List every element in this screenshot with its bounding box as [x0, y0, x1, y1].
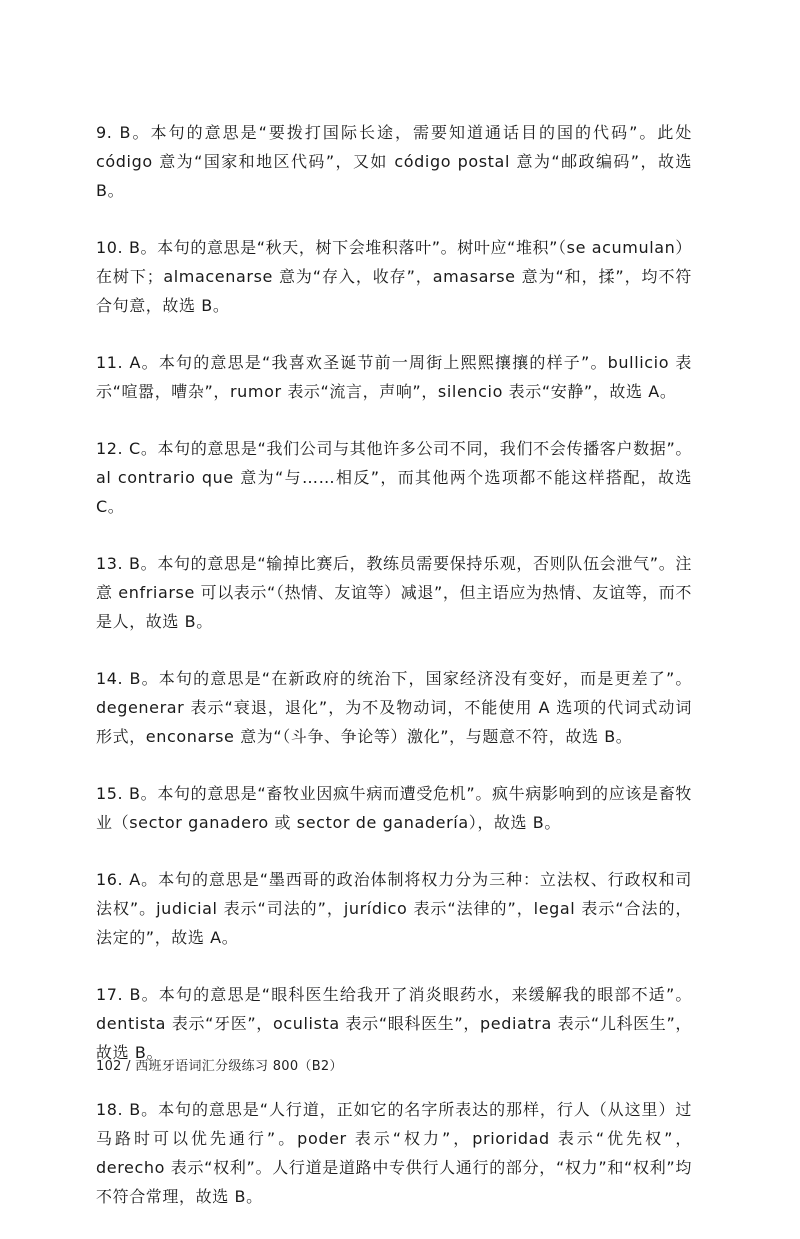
explanation-9: 9. B。本句的意思是“要拨打国际长途，需要知道通话目的国的代码”。此处 código 意为“国家和地区代码”，又如 código postal 意为“邮政编码”，故选 B。 [96, 123, 692, 200]
explanation-14: 14. B。本句的意思是“在新政府的统治下，国家经济没有变好，而是更差了”。degenerar 表示“衰退，退化”，为不及物动词，不能使用 A 选项的代词式动词形式，enconarse 意为“（斗争、争论等）激化”，与题意不符，故选 B。 [96, 669, 692, 746]
explanation-11: 11. A。本句的意思是“我喜欢圣诞节前一周街上熙熙攘攘的样子”。bullicio 表示“喧嚣，嘈杂”，rumor 表示“流言，声响”，silencio 表示“安静”，故选 A。 [96, 353, 692, 401]
page-footer: 102 / 西班牙语词汇分级练习 800（B2） [96, 1059, 343, 1074]
explanation-10: 10. B。本句的意思是“秋天，树下会堆积落叶”。树叶应“堆积”（se acumulan）在树下；almacenarse 意为“存入，收存”，amasarse 意为“和，揉”，均不符合句意，故选 B。 [96, 238, 692, 315]
explanation-16: 16. A。本句的意思是“墨西哥的政治体制将权力分为三种：立法权、行政权和司法权”。judicial 表示“司法的”，jurídico 表示“法律的”，legal 表示“合法的，法定的”，故选 A。 [96, 870, 692, 947]
explanation-12: 12. C。本句的意思是“我们公司与其他许多公司不同，我们不会传播客户数据”。al contrario que 意为“与……相反”，而其他两个选项都不能这样搭配，故选 C。 [96, 439, 692, 516]
explanation-18: 18. B。本句的意思是“人行道，正如它的名字所表达的那样，行人（从这里）过马路时可以优先通行”。poder 表示“权力”，prioridad 表示“优先权”，derecho 表示“权利”。人行道是道路中专供行人通行的部分，“权力”和“权利”均不符合常理，故选 B。 [96, 1100, 692, 1206]
explanation-17: 17. B。本句的意思是“眼科医生给我开了消炎眼药水，来缓解我的眼部不适”。dentista 表示“牙医”，oculista 表示“眼科医生”，pediatra 表示“儿科医生”，故选 B。 [96, 985, 692, 1062]
explanation-13: 13. B。本句的意思是“输掉比赛后，教练员需要保持乐观，否则队伍会泄气”。注意 enfriarse 可以表示“（热情、友谊等）减退”，但主语应为热情、友谊等，而不是人，故选 B。 [96, 554, 692, 631]
explanation-15: 15. B。本句的意思是“畜牧业因疯牛病而遭受危机”。疯牛病影响到的应该是畜牧业（sector ganadero 或 sector de ganadería），故选 B。 [96, 784, 692, 832]
